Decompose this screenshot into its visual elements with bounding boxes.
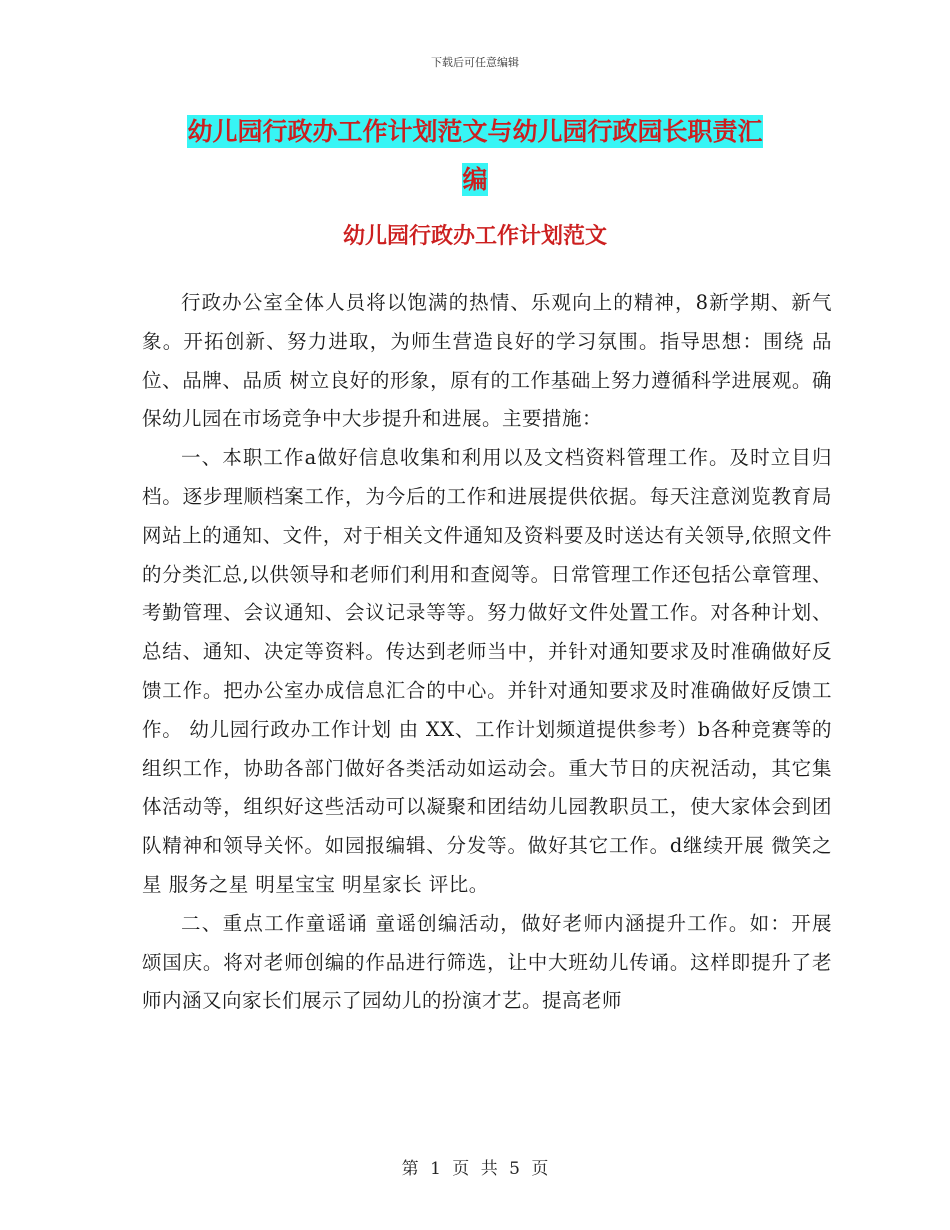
paragraph-section-one: 一、本职工作a做好信息收集和利用以及文档资料管理工作。及时立目归档。逐步理顺档案工作，为今后的工作和进展提供依据。每天注意浏览教育局网站上的通知、文件，对于相关文件通知及资料要及时送达有关领导,依照文件的分类汇总,以供领导和老师们利用和查阅等。日常管理工作还包括公章管理、考勤管理、会议通知、会议记录等等。努力做好文件处置工作。对各种计划、总结、通知、决定等资料。传达到老师当中，并针对通知要求及时准确做好反馈工作。把办公室办成信息汇合的中心。并针对通知要求及时准确做好反馈工作。 幼儿园行政办工作计划 由 XX、工作计划频道提供参考）b各种竞赛等的组织工作，协助各部门做好各类活动如运动会。重大节日的庆祝活动，其它集体活动等，组织好这些活动可以凝聚和团结幼儿园教职员工，使大家体会到团队精神和领导关怀。如园报编辑、分发等。做好其它工作。d继续开展 微笑之星 服务之星 明星宝宝 明星家长 评比。 xyxy=(142,446,832,896)
paragraph-section-two: 二、重点工作童谣诵 童谣创编活动，做好老师内涵提升工作。如：开展 颂国庆。将对老师创编的作品进行筛选，让中大班幼儿传诵。这样即提升了老师内涵又向家长们展示了园幼儿的扮演才艺。提高老师 xyxy=(142,911,832,1013)
document-title-line-2 xyxy=(0,156,950,204)
section-title: 幼儿园行政办工作计划范文 xyxy=(342,223,607,249)
page-number-footer: 第 1 页 共 5 页 xyxy=(401,1159,549,1179)
document-title xyxy=(0,108,950,204)
document-body xyxy=(142,284,832,1021)
title-highlight-2: 编 xyxy=(462,165,488,194)
document-title-line-1 xyxy=(0,108,950,156)
title-highlight-1: 幼儿园行政办工作计划范文与幼儿园行政园长职责汇 xyxy=(187,117,763,146)
paragraph-intro: 行政办公室全体人员将以饱满的热情、乐观向上的精神，8新学期、新气象。开拓创新、努力进取，为师生营造良好的学习氛围。指导思想：围绕 品位、品牌、品质 树立良好的形象，原有的工作基础上努力遵循科学进展观。确保幼儿园在市场竞争中大步提升和进展。主要措施： xyxy=(142,291,832,431)
header-note: 下载后可任意编辑 xyxy=(431,56,519,69)
